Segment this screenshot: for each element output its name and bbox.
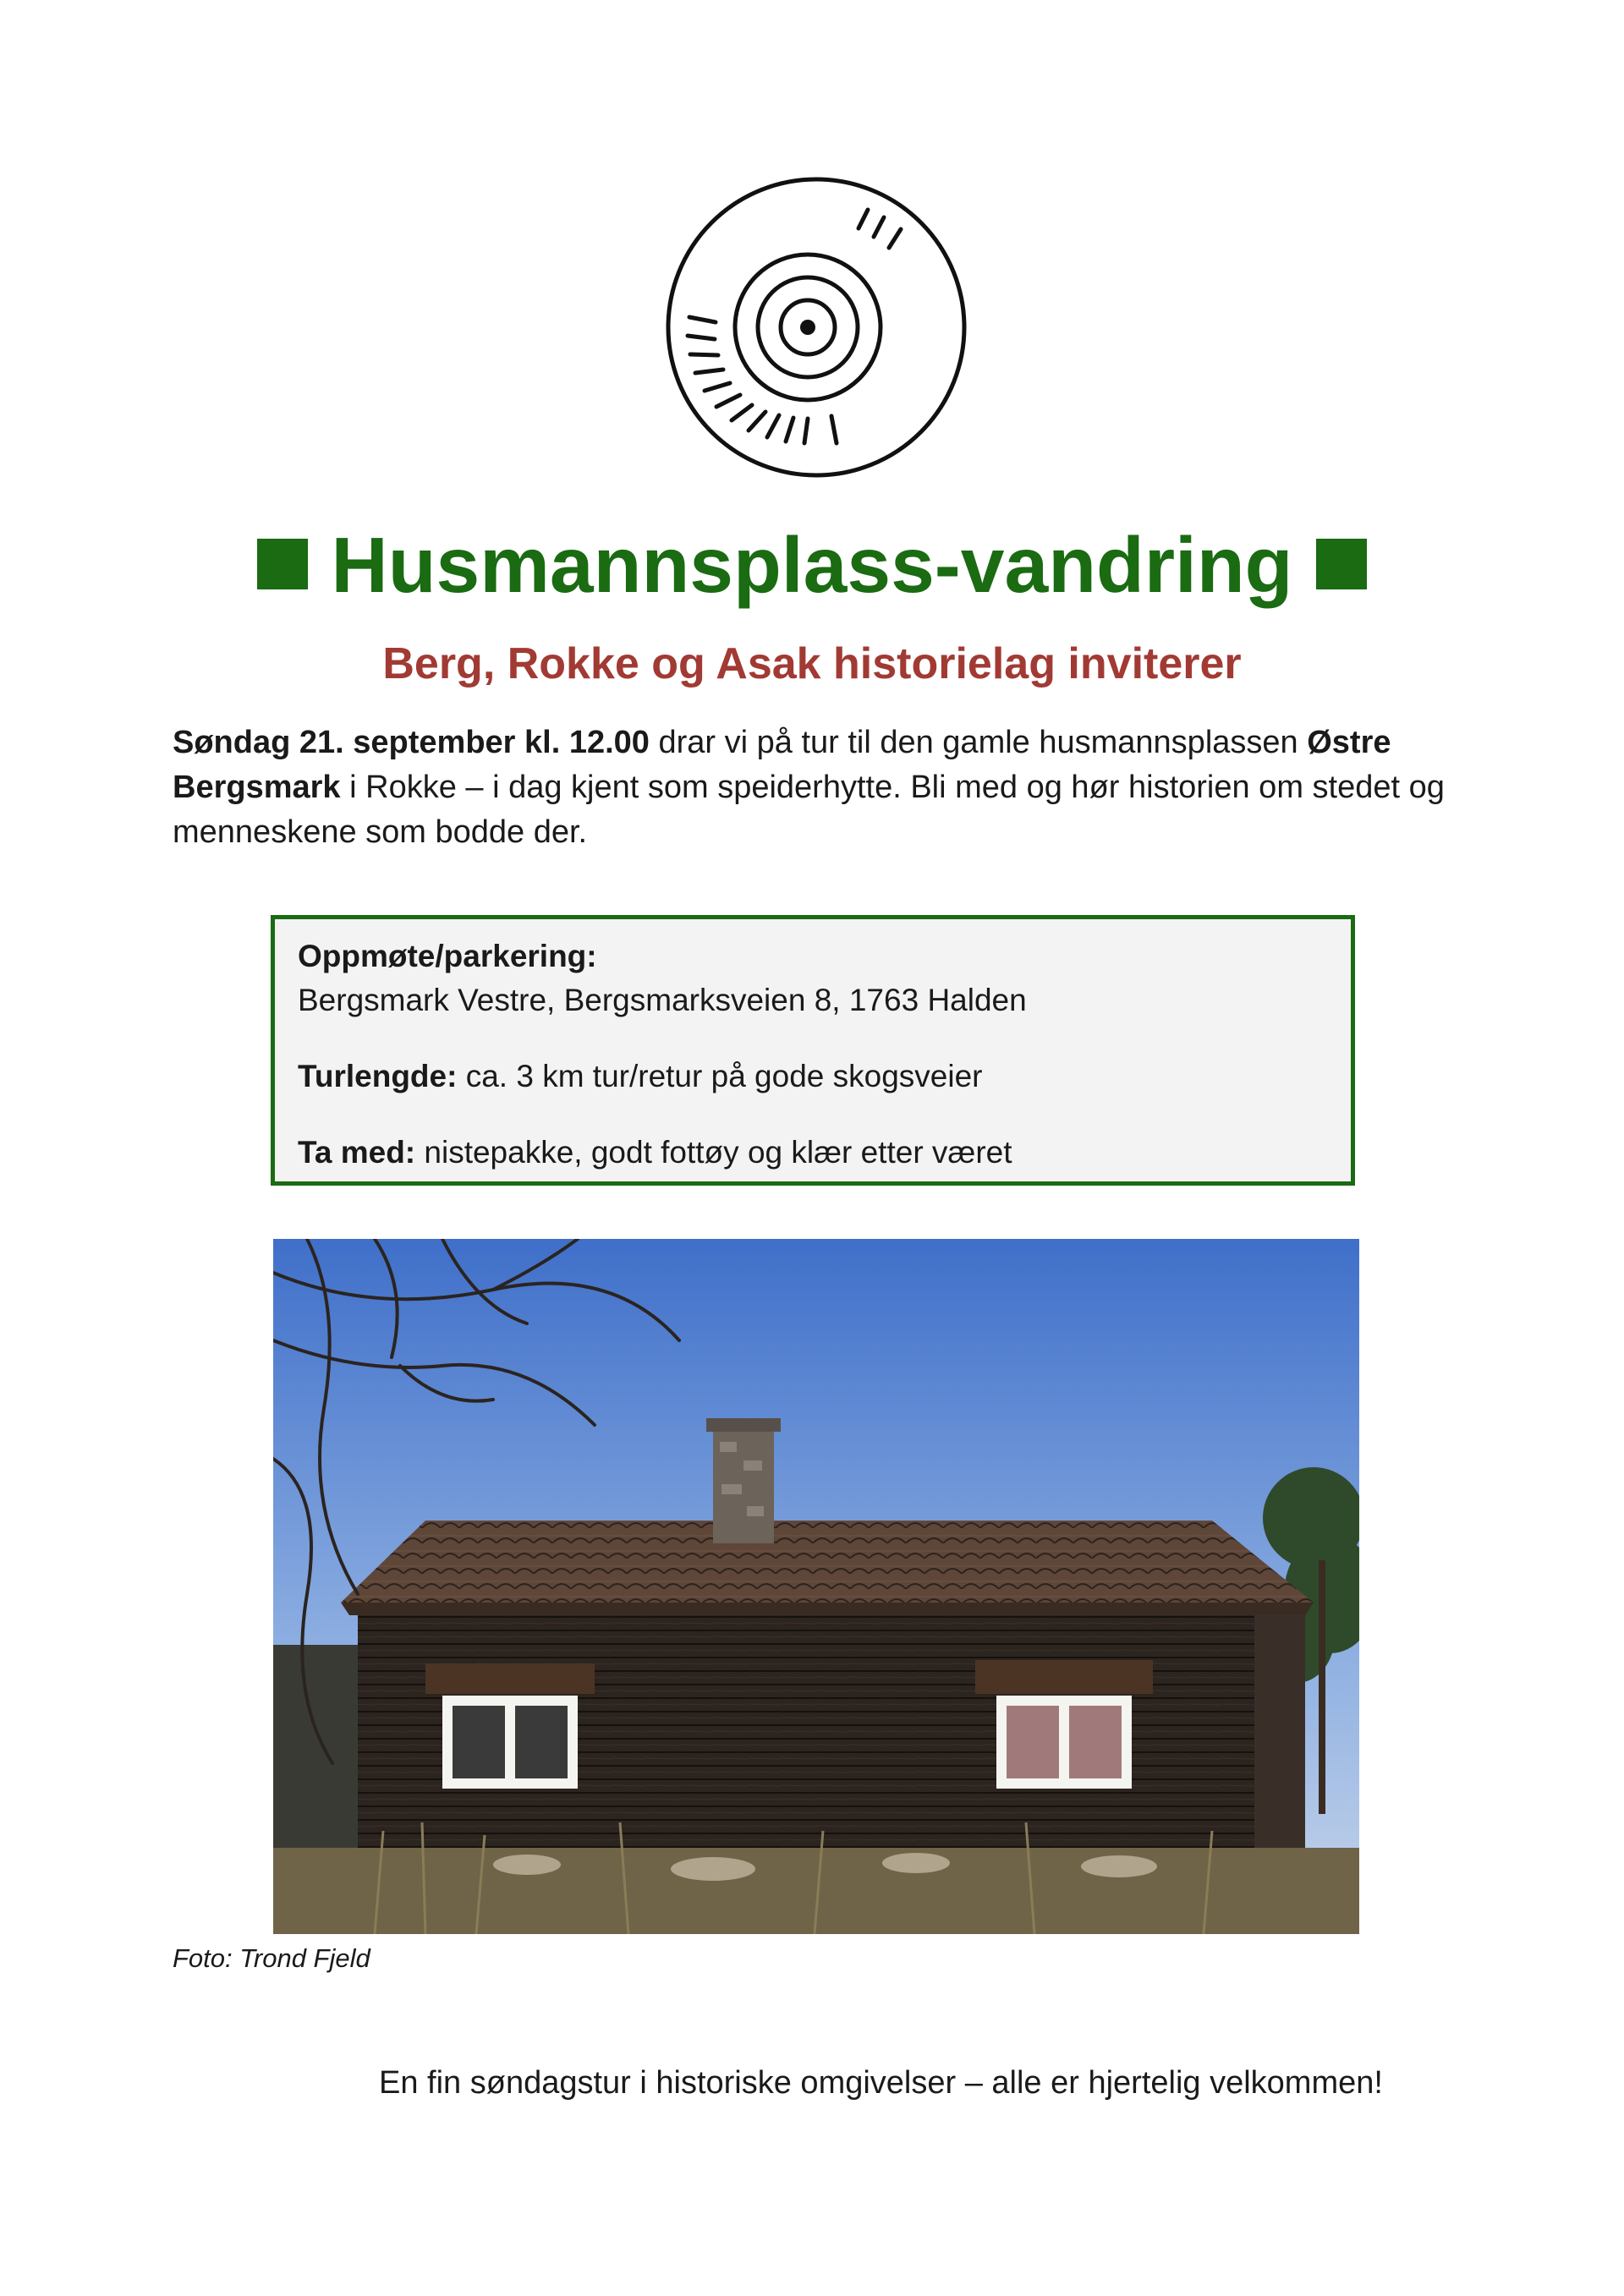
intro-text-2: i Rokke – i dag kjent som speiderhytte. Bli med og hør historien om stedet og menneskene som bodde der. (173, 770, 1445, 850)
concentric-sun-emblem-icon (662, 173, 971, 482)
page-title (0, 514, 1624, 616)
title-text: Husmannsplass-vandring (331, 521, 1293, 609)
trip-length-label: Turlengde: (298, 1059, 458, 1093)
trip-length (298, 1055, 1328, 1099)
event-date-time: Søndag 21. september kl. 12.00 (173, 725, 650, 760)
historielag-logo (662, 173, 971, 482)
green-square-icon (257, 539, 308, 589)
bring-along-value: nistepakke, godt fottøy og klær etter været (415, 1135, 1012, 1170)
cabin-photo (273, 1239, 1359, 1934)
page-subtitle: Berg, Rokke og Asak historielag inviterer (382, 639, 1242, 688)
trip-length-value: ca. 3 km tur/retur på gode skogsveier (457, 1059, 983, 1093)
event-place: Østre Bergsmark (173, 725, 1391, 805)
info-box (271, 915, 1355, 1186)
bring-along (298, 1131, 1328, 1175)
closing-message: En fin søndagstur i historiske omgivelser – alle er hjertelig velkommen! (379, 2065, 1383, 2101)
green-square-icon (1316, 539, 1367, 589)
intro-paragraph (173, 721, 1458, 855)
meeting-label-text: Oppmøte/parkering: (298, 939, 597, 973)
bring-along-label: Ta med: (298, 1135, 416, 1170)
meeting-label (298, 934, 1328, 978)
photo-caption: Foto: Trond Fjeld (173, 1943, 370, 1973)
intro-text-1: drar vi på tur til den gamle husmannsplassen (649, 725, 1308, 760)
meeting-address: Bergsmark Vestre, Bergsmarksveien 8, 1763 Halden (298, 983, 1027, 1017)
